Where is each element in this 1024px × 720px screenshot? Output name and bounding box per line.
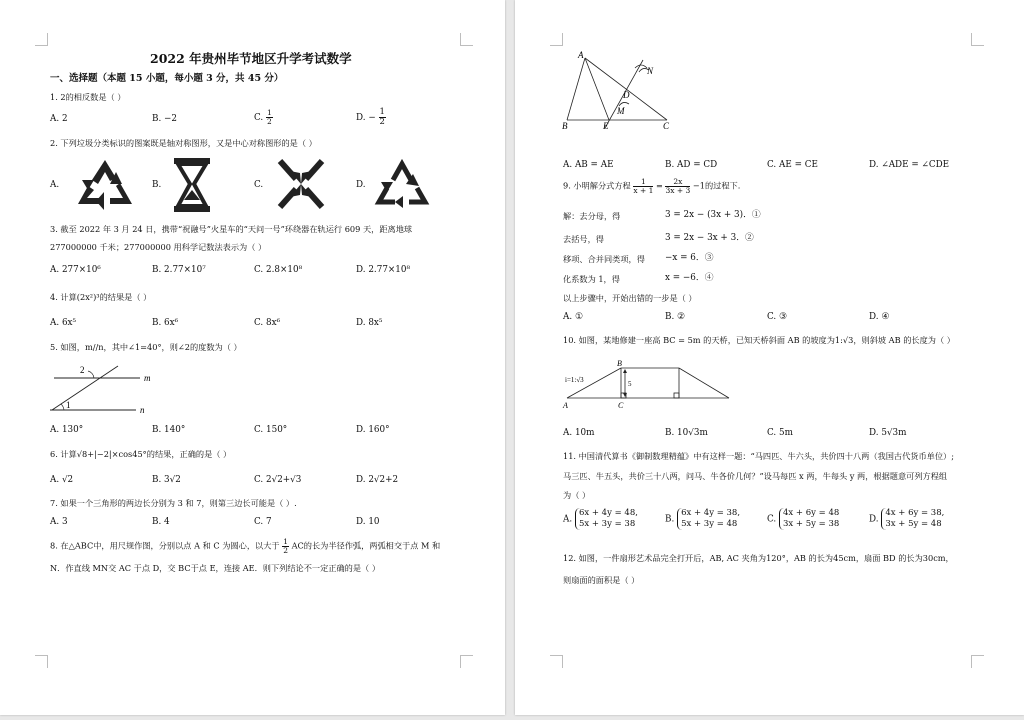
q8-label-c: C [663, 121, 670, 131]
q7-option-a: A. 3 [50, 517, 68, 527]
q10-option-c: C. 5m [767, 428, 793, 438]
q6-option-d: D. 2√2+2 [356, 475, 399, 485]
q4-option-a: A. 6x⁵ [50, 318, 77, 328]
q3-option-d: D. 2.77×10⁸ [356, 265, 411, 275]
q3-option-a: A. 277×10⁶ [50, 265, 101, 275]
q8-label-a: A [578, 50, 584, 60]
q12-line2: 则扇面的面积是（ ） [563, 575, 640, 585]
q8-label-e: E [603, 121, 609, 131]
q8-option-a: A. AB = AE [563, 160, 614, 170]
q10-label-a: A [563, 401, 568, 410]
recycle-icon-d [373, 156, 431, 216]
q8-option-b: B. AD = CD [665, 160, 718, 170]
q10-bridge-figure [563, 358, 738, 414]
q11-line2: 马三匹、牛五头，共价三十八两，问马、牛各价几何？”设马每匹 x 两，牛每头 y 两，根据题意可列方程组 [563, 471, 948, 481]
q6-option-a: A. √2 [50, 475, 74, 485]
recycle-icon-a [76, 158, 134, 212]
q8-line1: 8. 在△ABC中，用尺规作图，分别以点 A 和 C 为圆心，以大于 $\frac{1}{2}$ AC的长为半径作弧，两弧相交于点 M 和 [50, 537, 441, 555]
q6-stem: 6. 计算√8+|−2|×cos45°的结果，正确的是（ ） [50, 449, 232, 459]
q9-option-a: A. ① [563, 312, 583, 322]
q5-line-m: m [144, 373, 151, 383]
q5-option-a: A. 130° [50, 425, 84, 435]
section-heading: 一、选择题（本题 15 小题，每小题 3 分，共 45 分） [50, 73, 284, 84]
q9-step2-expr: 3 = 2x − 3x + 3．② [665, 233, 754, 243]
q7-option-b: B. 4 [152, 517, 170, 527]
q3-option-b: B. 2.77×10⁷ [152, 265, 206, 275]
q8-triangle-figure [559, 50, 689, 132]
crop-mark [550, 33, 563, 46]
q4-option-c: C. 8x⁶ [254, 318, 281, 328]
q10-slope-label: i=1:√3 [565, 376, 584, 384]
q9-step2-label: 去括号，得 [563, 234, 604, 244]
crop-mark [460, 33, 473, 46]
q11-line1: 11. 中国清代算书《御制数理精蕴》中有这样一题：“马四匹、牛六头，共价四十八两（我国古代货币单位）; [563, 451, 955, 461]
q7-option-c: C. 7 [254, 517, 272, 527]
q1-option-b: B. −2 [152, 114, 178, 124]
q1-option-c: C. $\frac{1}{2}$ [254, 108, 272, 126]
q2-option-d: D. [356, 180, 366, 190]
q9-stem: 9. 小明解分式方程 $\frac{1}{x + 1}$ = $\frac{2x}{3x + 3}$ −1的过程下. [563, 177, 741, 195]
page-right [515, 0, 1024, 715]
q7-stem: 7. 如果一个三角形的两边长分别为 3 和 7，则第三边长可能是（ ）. [50, 498, 297, 508]
q5-line-n: n [140, 405, 145, 415]
page-left [0, 0, 505, 715]
q2-option-c: C. [254, 180, 264, 190]
q8-label-b: B [562, 121, 568, 131]
q10-stem: 10. 如图，某地修建一座高 BC = 5m 的天桥，已知天桥斜面 AB 的坡度为1:√3，则斜坡 AB 的长度为（ ） [563, 335, 955, 345]
q1-option-a: A. 2 [50, 114, 68, 124]
q5-figure [48, 362, 158, 420]
crop-mark [35, 655, 48, 668]
q8-option-d: D. ∠ADE = ∠CDE [869, 160, 950, 170]
crop-mark [971, 33, 984, 46]
q10-option-a: A. 10m [563, 428, 595, 438]
q9-option-b: B. ② [665, 312, 685, 322]
q11-line3: 为（ ） [563, 490, 591, 500]
q8-label-m: M [617, 106, 625, 116]
q3-line2: 277000000 千米；277000000 用科学记数法表示为（ ） [50, 242, 267, 252]
cross-arrows-icon-c [276, 157, 326, 211]
q11-option-c: C. 4x + 6y = 48 3x + 5y = 38 [767, 508, 840, 529]
q9-step1-expr: 3 = 2x − (3x + 3)．① [665, 210, 761, 220]
page-title: 2022 年贵州毕节地区升学考试数学 [150, 51, 352, 66]
crop-mark [460, 655, 473, 668]
q2-option-b: B. [152, 180, 162, 190]
crop-mark [971, 655, 984, 668]
q12-line1: 12. 如图，一件扇形艺术品完全打开后，AB, AC 夹角为120°，AB 的长为45cm，扇面 BD 的长为30cm， [563, 553, 954, 563]
q3-option-c: C. 2.8×10⁸ [254, 265, 303, 275]
q8-option-c: C. AE = CE [767, 160, 818, 170]
q7-option-d: D. 10 [356, 517, 380, 527]
q10-option-d: D. 5√3m [869, 428, 907, 438]
q9-step3-label: 移项、合并同类项，得 [563, 254, 645, 264]
q5-angle-1: 1 [66, 400, 71, 410]
q9-option-c: C. ③ [767, 312, 787, 322]
q5-option-d: D. 160° [356, 425, 390, 435]
q8-label-d: D [623, 90, 630, 100]
q9-step3-expr: −x = 6．③ [665, 253, 714, 263]
q5-angle-2: 2 [80, 365, 85, 375]
q6-option-b: B. 3√2 [152, 475, 181, 485]
crop-mark [35, 33, 48, 46]
q11-option-d: D. 4x + 6y = 38, 3x + 5y = 48 [869, 508, 945, 529]
q10-option-b: B. 10√3m [665, 428, 708, 438]
q6-option-c: C. 2√2+√3 [254, 475, 302, 485]
q1-option-d: D. − $\frac{1}{2}$ [356, 107, 385, 127]
q5-option-c: C. 150° [254, 425, 288, 435]
q2-option-a: A. [50, 180, 60, 190]
q5-option-b: B. 140° [152, 425, 186, 435]
q9-step4-expr: x = −6．④ [665, 273, 714, 283]
q11-option-b: B. 6x + 4y = 38, 5x + 3y = 48 [665, 508, 741, 529]
q9-step4-label: 化系数为 1，得 [563, 274, 620, 284]
q4-option-d: D. 8x⁵ [356, 318, 383, 328]
crop-mark [550, 655, 563, 668]
q2-stem: 2. 下列垃圾分类标识的图案既是轴对称图形，又是中心对称图形的是（ ） [50, 138, 317, 148]
q9-note: 以上步骤中，开始出错的一步是（ ） [563, 293, 697, 303]
q9-option-d: D. ④ [869, 312, 890, 322]
q5-stem: 5. 如图，m//n，其中∠1=40°，则∠2的度数为（ ） [50, 342, 242, 352]
q11-option-a: A. 6x + 4y = 48, 5x + 3y = 38 [563, 508, 638, 529]
q10-label-c: C [618, 401, 624, 410]
q3-line1: 3. 截至 2022 年 3 月 24 日，携带“祝融号”火星车的“天问一号”环绕器在轨运行 609 天，距离地球 [50, 224, 413, 234]
q4-option-b: B. 6x⁶ [152, 318, 179, 328]
hourglass-icon-b [170, 156, 214, 214]
q10-label-b: B [617, 359, 622, 368]
q9-step1-label: 解：去分母，得 [563, 211, 621, 221]
q8-line2: N．作直线 MN交 AC 于点 D，交 BC于点 E，连接 AE．则下列结论不一定正确的是（ ） [50, 563, 381, 573]
q4-stem: 4. 计算(2x²)³的结果是（ ） [50, 292, 152, 302]
q10-height-label: 5 [628, 380, 632, 388]
q1-stem: 1. 2的相反数是（ ） [50, 92, 126, 102]
q8-label-n: N [647, 66, 654, 76]
